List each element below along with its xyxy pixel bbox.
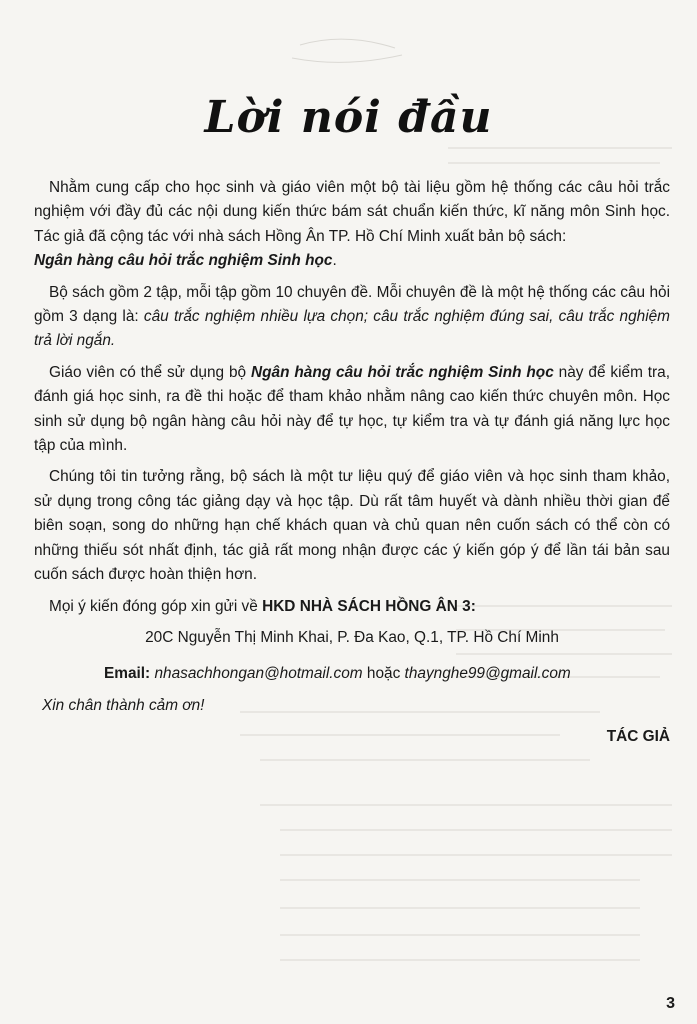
thanks-line: Xin chân thành cảm ơn! xyxy=(42,696,205,714)
book-title-inline: Ngân hàng câu hỏi trắc nghiệm Sinh học xyxy=(251,363,554,381)
paragraph-usage: Giáo viên có thể sử dụng bộ Ngân hàng câu hỏi trắc nghiệm Sinh học này để kiểm tra, đánh giá học sinh, ra đề thi hoặc để tham khảo nhằm nâng cao kiến thức chuyên môn. Học sinh sử dụng bộ ngân hàng câu hỏi này để tự học, tự kiểm tra và tự đánh giá năng lực học tập của mình. xyxy=(34,363,671,455)
page-title: Lời nói đầu xyxy=(204,92,493,143)
email-label: Email: xyxy=(104,665,151,683)
paragraph-intro: Nhằm cung cấp cho học sinh và giáo viên một bộ tài liệu gồm hệ thống các câu hỏi trắc nghiệm với đầy đủ các nội dung kiến thức bám sát chuẩn kiến thức, kĩ năng môn Sinh học. Tác giả đã cộng tác với nhà sách Hồng Ân TP. Hồ Chí Minh xuất bản bộ sách: Ngân hàng câu hỏi trắc nghiệm Sinh học. xyxy=(34,179,670,270)
page-number: 3 xyxy=(666,995,675,1012)
contact-intro: Mọi ý kiến đóng góp xin gửi về HKD NHÀ SÁCH HỒNG ÂN 3: xyxy=(49,597,476,615)
paragraph-structure: Bộ sách gồm 2 tập, mỗi tập gồm 10 chuyên đề. Mỗi chuyên đề là một hệ thống các câu hỏi gồm 3 dạng là: câu trắc nghiệm nhiều lựa chọn; câu trắc nghiệm đúng sai, câu trắc nghiệm trả lời ngắn. xyxy=(34,283,670,350)
email-link-2[interactable]: thaynghe99@gmail.com xyxy=(404,665,571,683)
email-line: Email: nhasachhongan@hotmail.com hoặc thaynghe99@gmail.com xyxy=(104,665,571,683)
book-title: Ngân hàng câu hỏi trắc nghiệm Sinh học xyxy=(34,252,333,270)
email-link-1[interactable]: nhasachhongan@hotmail.com xyxy=(154,665,363,683)
store-address: 20C Nguyễn Thị Minh Khai, P. Đa Kao, Q.1, TP. Hồ Chí Minh xyxy=(145,628,559,646)
preface-body xyxy=(34,176,670,757)
store-name: HKD NHÀ SÁCH HỒNG ÂN 3: xyxy=(262,597,476,615)
paragraph-closing: Chúng tôi tin tưởng rằng, bộ sách là một tư liệu quý để giáo viên và học sinh tham khảo, sử dụng trong công tác giảng dạy và học tập. Dù rất tâm huyết và dành nhiều thời gian để biên soạn, song do những hạn chế khách quan và chủ quan nên cuốn sách có thể còn có những thiếu sót nhất định, tác giả rất mong nhận được các ý kiến góp ý để lần tái bản sau cuốn sách được hoàn thiện hơn. xyxy=(34,468,670,584)
author-signature: TÁC GIẢ xyxy=(606,728,670,746)
question-types: câu trắc nghiệm nhiều lựa chọn; câu trắc nghiệm đúng sai, câu trắc nghiệm trả lời ngắn. xyxy=(34,308,670,350)
